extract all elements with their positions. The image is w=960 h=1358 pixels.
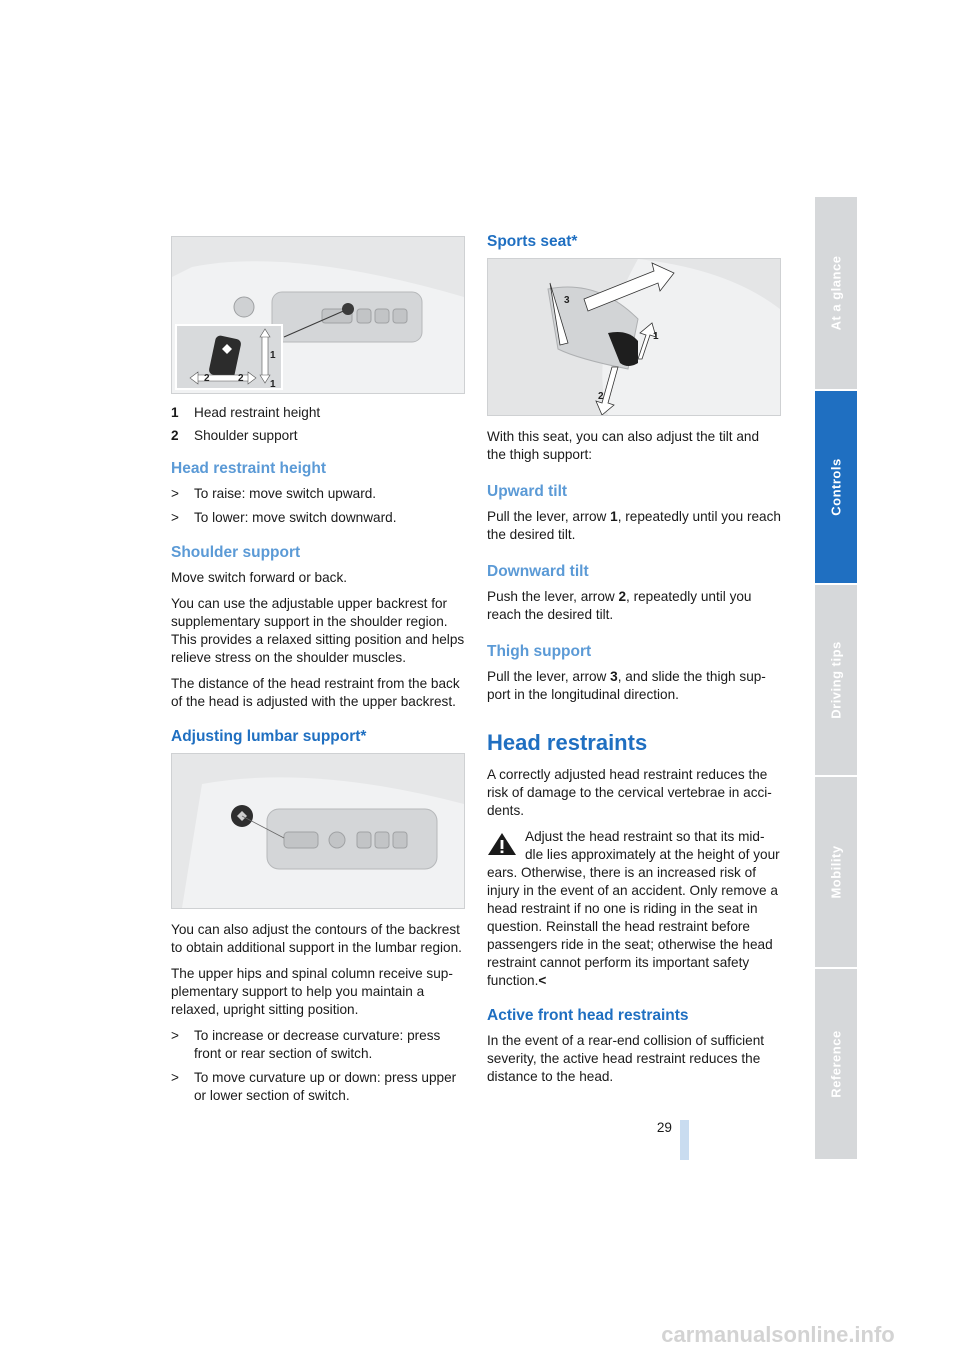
heading-shoulder-support: Shoulder support bbox=[171, 544, 301, 561]
text: , and slide the thigh sup-port in the longitudinal direction. bbox=[487, 669, 766, 702]
list-item bbox=[171, 1069, 465, 1105]
legend-item bbox=[171, 427, 465, 445]
bullet-marker: > bbox=[171, 510, 179, 525]
paragraph: The upper hips and spinal column receive sup-plementary support to help you maintain a relaxed, upright sitting position. bbox=[171, 966, 453, 1017]
fig1-label-2-right: 2 bbox=[238, 373, 244, 384]
list-item bbox=[171, 1027, 465, 1063]
page-number-bar bbox=[680, 1120, 689, 1160]
tab-label: Controls bbox=[828, 458, 844, 516]
fig-sports-label-3: 3 bbox=[564, 295, 570, 306]
paragraph bbox=[487, 508, 781, 544]
heading-head-restraint-height: Head restraint height bbox=[171, 460, 327, 477]
heading-upward-tilt: Upward tilt bbox=[487, 483, 568, 500]
text: Pull the lever, arrow bbox=[487, 669, 611, 684]
heading-active-front-head-restraints: Active front head restraints bbox=[487, 1007, 689, 1024]
list-item-text: To raise: move switch upward. bbox=[194, 486, 377, 501]
end-mark: < bbox=[538, 973, 547, 988]
list-item bbox=[171, 485, 465, 503]
fig1-label-2-left: 2 bbox=[204, 373, 210, 384]
sports-seat-illustration bbox=[488, 259, 780, 415]
paragraph: In the event of a rear-end collision of sufficient severity, the active head restraint reduces the distance to the head. bbox=[487, 1033, 765, 1084]
paragraph: You can also adjust the contours of the backrest to obtain additional support in the lumbar region. bbox=[171, 922, 462, 955]
legend-text: Shoulder support bbox=[194, 428, 298, 443]
legend-number: 1 bbox=[171, 405, 179, 420]
fig-sports-label-2: 2 bbox=[598, 391, 604, 402]
heading-thigh-support: Thigh support bbox=[487, 643, 592, 660]
tab-label: Reference bbox=[828, 1030, 844, 1098]
bullet-marker: > bbox=[171, 1070, 179, 1085]
text: , repeatedly until you reach the desired tilt. bbox=[487, 509, 781, 542]
tab-reference[interactable] bbox=[815, 969, 857, 1161]
legend-item bbox=[171, 404, 465, 422]
paragraph: Move switch forward or back. bbox=[171, 570, 348, 585]
watermark-text: carmanualsonline.info bbox=[661, 1322, 895, 1347]
list-item-text: To move curvature up or down: press upper or lower section of switch. bbox=[194, 1070, 457, 1103]
fig1-label-1-top: 1 bbox=[270, 350, 276, 361]
warning-text: Adjust the head restraint so that its mid-dle lies approximately at the height of your ears. Otherwise, there is an increased risk of injury in the event of an accident. Only remove a head restraint if no one is riding in the seat in question. Reinstall the head restraint before passengers ride in the seat; otherwise the head restraint cannot perform its important safety function. bbox=[487, 829, 780, 988]
tab-controls[interactable] bbox=[815, 391, 857, 585]
list-item-text: To lower: move switch downward. bbox=[194, 510, 397, 525]
arrow-number: 1 bbox=[610, 509, 618, 524]
tab-at-a-glance[interactable] bbox=[815, 197, 857, 391]
figure-head-restraint-switch bbox=[171, 236, 465, 394]
heading-adjusting-lumbar-support: Adjusting lumbar support* bbox=[171, 728, 367, 745]
fig-sports-label-1: 1 bbox=[653, 331, 659, 342]
tab-label: At a glance bbox=[828, 255, 844, 331]
paragraph bbox=[487, 588, 781, 624]
heading-head-restraints: Head restraints bbox=[487, 730, 648, 755]
fig1-label-1-bottom: 1 bbox=[270, 379, 276, 390]
paragraph: You can use the adjustable upper backrest for supplementary support in the shoulder region. This provides a relaxed sitting position and helps relieve stress on the shoulder muscles. bbox=[171, 596, 465, 665]
heading-sports-seat: Sports seat* bbox=[487, 233, 578, 250]
figure-sports-seat bbox=[487, 258, 781, 416]
text: Pull the lever, arrow bbox=[487, 509, 611, 524]
text: , repeatedly until you reach the desired tilt. bbox=[487, 589, 752, 622]
list-item-text: To increase or decrease curvature: press front or rear section of switch. bbox=[194, 1028, 441, 1061]
tab-label: Driving tips bbox=[828, 641, 844, 719]
paragraph: The distance of the head restraint from the back of the head is adjusted with the upper backrest. bbox=[171, 676, 460, 709]
lumbar-switch-illustration bbox=[172, 754, 464, 908]
paragraph: A correctly adjusted head restraint reduces the risk of damage to the cervical vertebrae in acci-dents. bbox=[487, 767, 772, 818]
heading-downward-tilt: Downward tilt bbox=[487, 563, 589, 580]
paragraph: With this seat, you can also adjust the tilt and the thigh support: bbox=[487, 429, 760, 462]
right-column bbox=[487, 232, 781, 1094]
figure-lumbar-switch bbox=[171, 753, 465, 909]
tab-mobility[interactable] bbox=[815, 777, 857, 969]
warning-paragraph bbox=[487, 828, 781, 990]
watermark-logo bbox=[0, 1320, 960, 1350]
arrow-number: 2 bbox=[618, 589, 627, 604]
legend-number: 2 bbox=[171, 428, 179, 443]
left-column bbox=[171, 236, 465, 1111]
bullet-marker: > bbox=[171, 1028, 179, 1043]
tab-driving-tips[interactable] bbox=[815, 585, 857, 777]
paragraph bbox=[487, 668, 781, 704]
bullet-marker: > bbox=[171, 486, 179, 501]
page-number: 29 bbox=[656, 1120, 672, 1135]
seat-switch-illustration bbox=[172, 237, 464, 393]
text: Push the lever, arrow bbox=[487, 589, 619, 604]
list-item bbox=[171, 509, 465, 527]
warning-triangle-icon bbox=[487, 832, 517, 856]
arrow-number: 3 bbox=[610, 669, 618, 684]
legend-text: Head restraint height bbox=[194, 405, 321, 420]
tab-label: Mobility bbox=[828, 845, 844, 899]
